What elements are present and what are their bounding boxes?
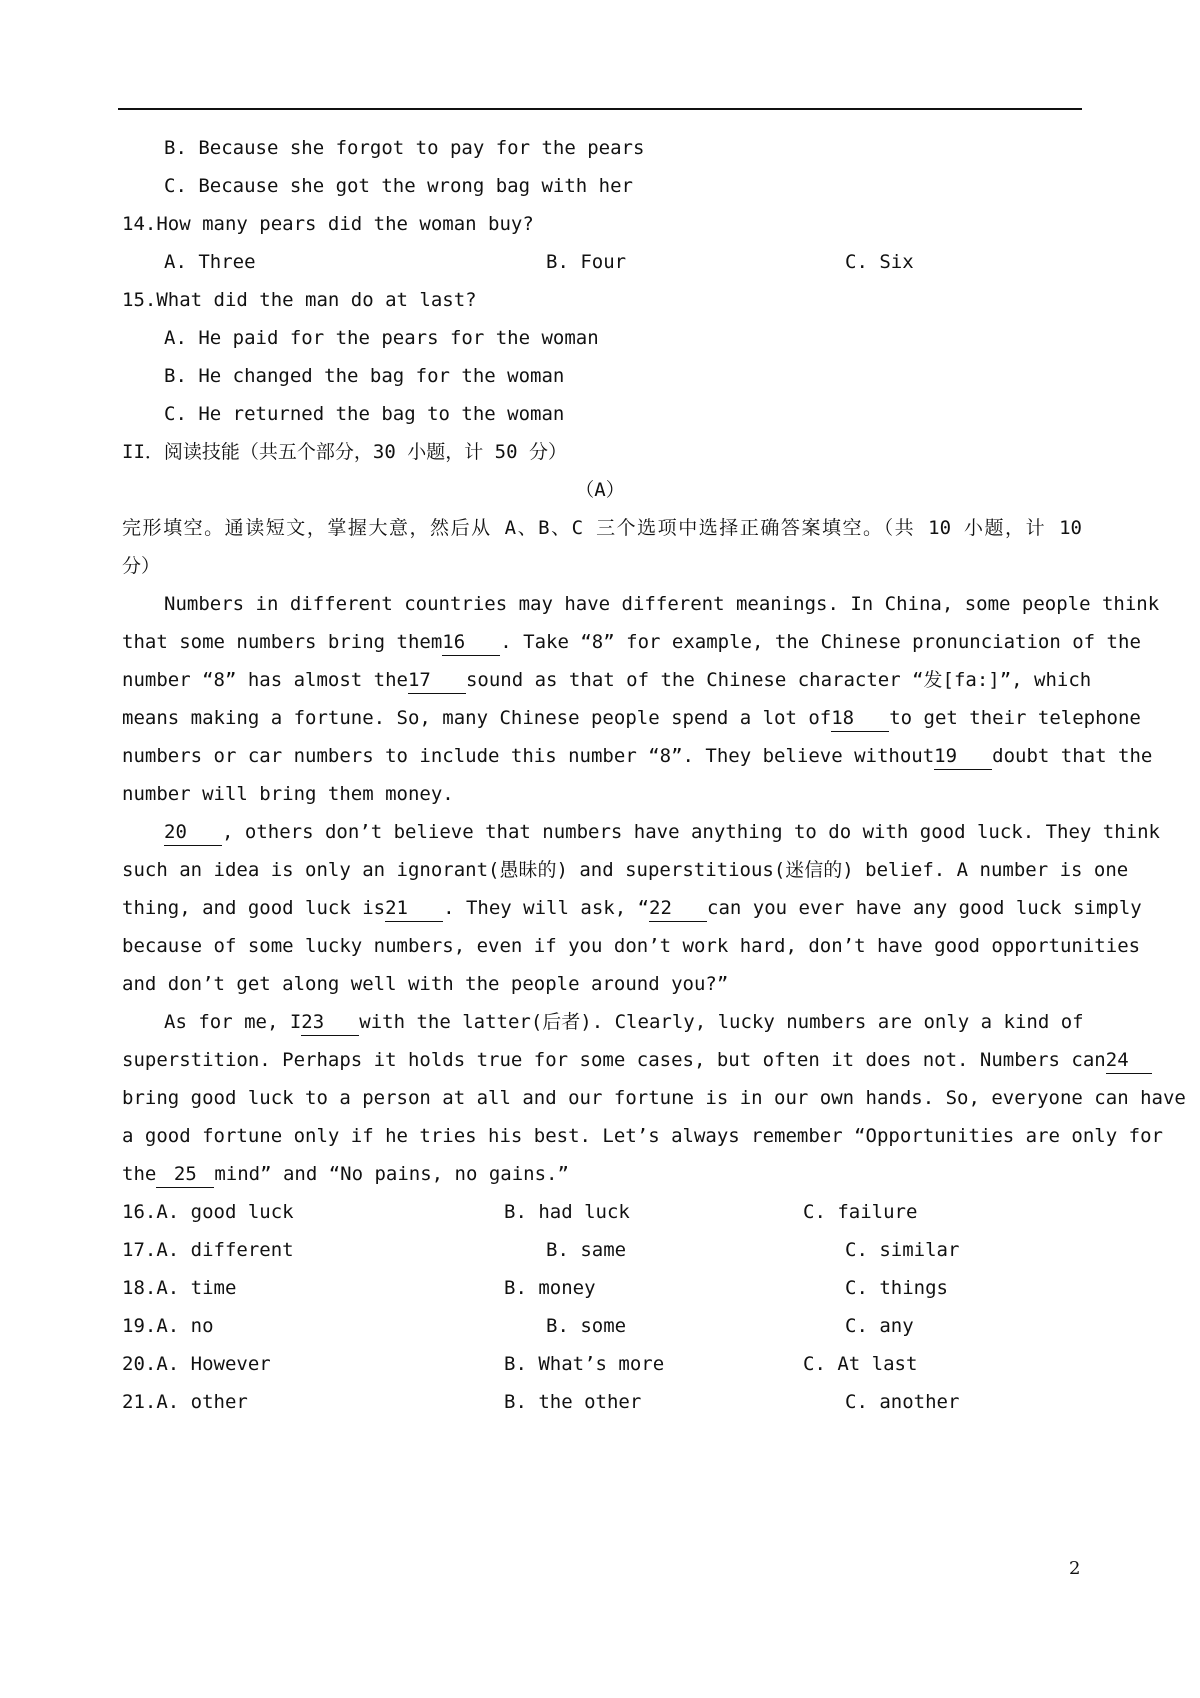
instruction-line-1: 完形填空。通读短文，掌握大意，然后从 A、B、C 三个选项中选择正确答案填空。（共 10 小题，计 10 <box>122 517 1082 539</box>
option-19-a: 19.A. no <box>122 1315 214 1337</box>
passage-line: numbers or car numbers to include this number “8”. They believe without19 doubt that the <box>122 736 1082 777</box>
option-16-b: B. had luck <box>504 1201 630 1223</box>
passage-line: 20 , others don’t believe that numbers have anything to do with good luck. They think <box>164 812 1082 853</box>
passage-line: means making a fortune. So, many Chinese people spend a lot of18 to get their telephone <box>122 698 1082 739</box>
blank-25: 25 <box>156 1161 214 1188</box>
part-label: （A） <box>575 479 625 501</box>
option-20-a: 20.A. However <box>122 1353 271 1375</box>
option-19-c: C. any <box>845 1315 914 1337</box>
passage-line: bring good luck to a person at all and our fortune is in our own hands. So, everyone can have <box>122 1087 1186 1109</box>
blank-24: 24 <box>1106 1047 1152 1074</box>
header-rule <box>118 108 1082 110</box>
blank-19: 19 <box>934 743 992 770</box>
blank-16: 16 <box>442 629 500 656</box>
q15-option-b: B. He changed the bag for the woman <box>164 365 565 387</box>
option-17-b: B. same <box>546 1239 627 1261</box>
option-20-b: B. What’s more <box>504 1353 665 1375</box>
option-19-b: B. some <box>546 1315 627 1337</box>
blank-17: 17 <box>408 667 466 694</box>
page-number: 2 <box>1069 1558 1081 1579</box>
option-18-a: 18.A. time <box>122 1277 237 1299</box>
option-17-a: 17.A. different <box>122 1239 294 1261</box>
passage-line: and don’t get along well with the people around you?” <box>122 973 729 995</box>
option-17-c: C. similar <box>845 1239 960 1261</box>
option-20-c: C. At last <box>803 1353 918 1375</box>
instruction-line-2: 分） <box>122 555 161 577</box>
section-title: II．阅读技能（共五个部分，30 小题，计 50 分） <box>122 441 567 463</box>
q13-option-c: C. Because she got the wrong bag with her <box>164 175 633 197</box>
q15-option-c: C. He returned the bag to the woman <box>164 403 565 425</box>
blank-20: 20 <box>164 819 222 846</box>
option-18-b: B. money <box>504 1277 596 1299</box>
option-18-c: C. things <box>845 1277 948 1299</box>
option-21-b: B. the other <box>504 1391 642 1413</box>
passage-line: the 25 mind” and “No pains, no gains.” <box>122 1154 569 1195</box>
passage-line: because of some lucky numbers, even if you don’t work hard, don’t have good opportunities <box>122 935 1141 957</box>
passage-line: superstition. Perhaps it holds true for some cases, but often it does not. Numbers can24 <box>122 1040 1082 1081</box>
passage-line: number will bring them money. <box>122 783 454 805</box>
passage-line: As for me, I23 with the latter(后者). Clearly, lucky numbers are only a kind of <box>164 1002 1040 1043</box>
q14-option-c: C. Six <box>845 251 914 273</box>
q15-stem: 15.What did the man do at last? <box>122 289 477 311</box>
q13-option-b: B. Because she forgot to pay for the pears <box>164 137 645 159</box>
q15-option-a: A. He paid for the pears for the woman <box>164 327 599 349</box>
blank-18: 18 <box>831 705 889 732</box>
blank-21: 21 <box>385 895 443 922</box>
passage-line: such an idea is only an ignorant(愚昧的) and superstitious(迷信的) belief. A number is one <box>122 859 1129 881</box>
option-21-c: C. another <box>845 1391 960 1413</box>
option-21-a: 21.A. other <box>122 1391 248 1413</box>
option-16-c: C. failure <box>803 1201 918 1223</box>
option-16-a: 16.A. good luck <box>122 1201 294 1223</box>
blank-23: 23 <box>301 1009 359 1036</box>
blank-22: 22 <box>649 895 707 922</box>
q14-option-a: A. Three <box>164 251 256 273</box>
q14-stem: 14.How many pears did the woman buy? <box>122 213 534 235</box>
passage-line: number “8” has almost the17 sound as that of the Chinese character “发[fa:]”, which <box>122 660 1082 701</box>
q14-option-b: B. Four <box>546 251 627 273</box>
passage-line: Numbers in different countries may have different meanings. In China, some people think <box>164 593 1160 615</box>
passage-line: a good fortune only if he tries his best. Let’s always remember “Opportunities are only for <box>122 1125 1163 1147</box>
passage-line: that some numbers bring them16 . Take “8” for example, the Chinese pronunciation of the <box>122 622 1082 663</box>
passage-line: thing, and good luck is21 . They will ask, “22 can you ever have any good luck simply <box>122 888 1082 929</box>
